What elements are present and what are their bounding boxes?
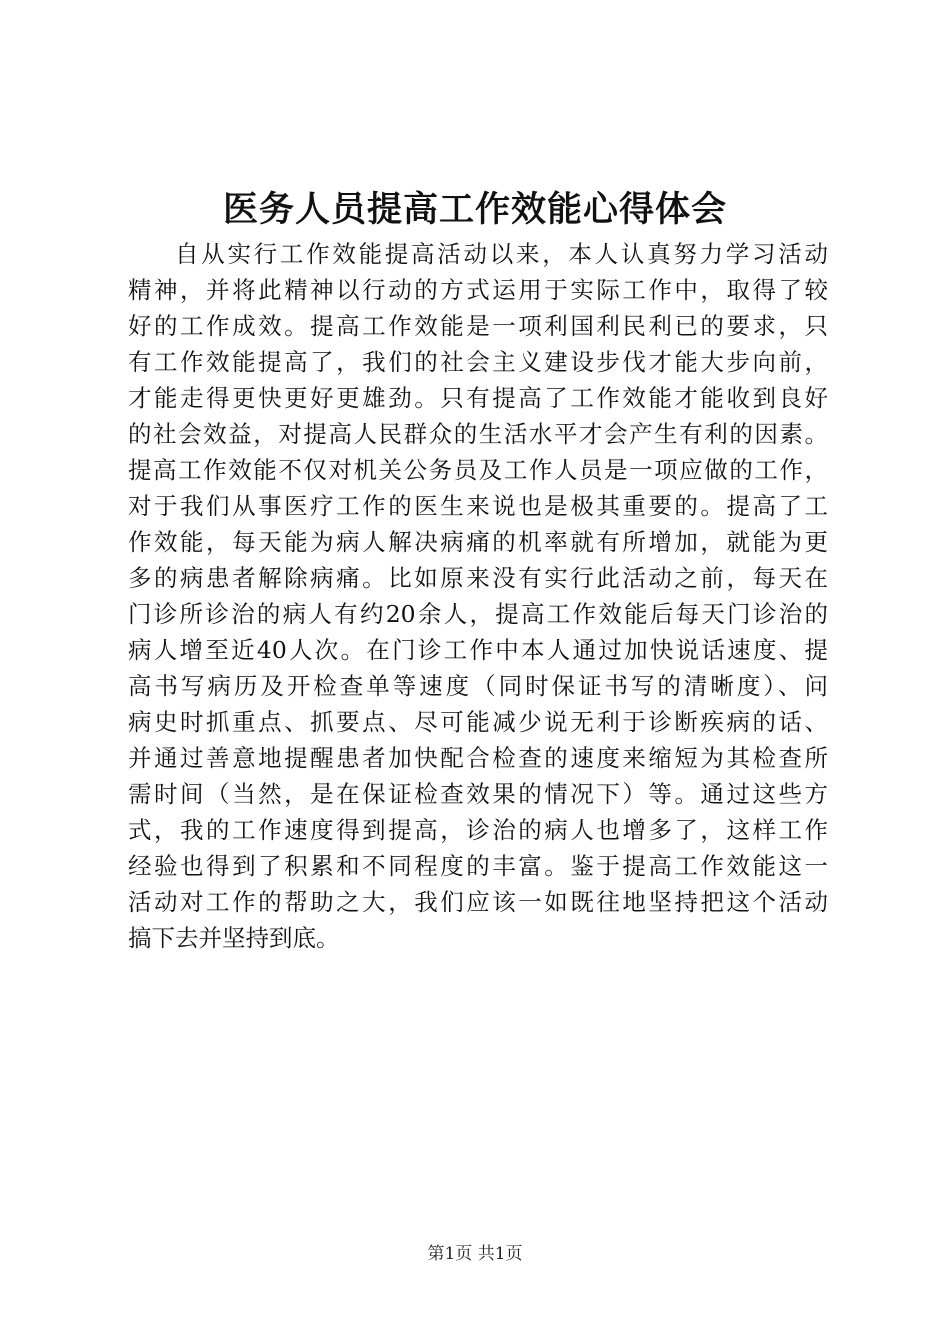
body-line: 高书写病历及开检查单等速度（同时保证书写的清晰度）、问 <box>128 672 828 700</box>
body-line: 经验也得到了积累和不同程度的丰富。鉴于提高工作效能这一 <box>128 852 828 880</box>
body-line: 自从实行工作效能提高活动以来，本人认真努力学习活动 <box>175 240 828 268</box>
body-line: 门诊所诊治的病人有约20余人，提高工作效能后每天门诊治的 <box>128 600 828 628</box>
body-line: 提高工作效能不仅对机关公务员及工作人员是一项应做的工作， <box>128 456 828 484</box>
body-line: 搞下去并坚持到底。 <box>128 924 340 952</box>
document-body <box>128 236 828 956</box>
body-line: 的社会效益，对提高人民群众的生活水平才会产生有利的因素。 <box>128 420 828 448</box>
body-line: 有工作效能提高了，我们的社会主义建设步伐才能大步向前， <box>128 348 828 376</box>
document-title: 医务人员提高工作效能心得体会 <box>222 189 727 230</box>
body-line: 多的病患者解除病痛。比如原来没有实行此活动之前，每天在 <box>128 564 828 592</box>
body-line: 并通过善意地提醒患者加快配合检查的速度来缩短为其检查所 <box>128 744 828 772</box>
body-line: 需时间（当然，是在保证检查效果的情况下）等。通过这些方 <box>128 780 828 808</box>
page-footer: 第1页 共1页 <box>427 1244 523 1264</box>
body-line: 对于我们从事医疗工作的医生来说也是极其重要的。提高了工 <box>128 492 828 520</box>
body-line: 式，我的工作速度得到提高，诊治的病人也增多了，这样工作 <box>128 816 828 844</box>
body-line: 好的工作成效。提高工作效能是一项利国利民利已的要求，只 <box>128 312 828 340</box>
body-line: 病史时抓重点、抓要点、尽可能减少说无利于诊断疾病的话、 <box>128 708 828 736</box>
body-line: 活动对工作的帮助之大，我们应该一如既往地坚持把这个活动 <box>128 888 828 916</box>
body-line: 精神，并将此精神以行动的方式运用于实际工作中，取得了较 <box>128 276 828 304</box>
body-line: 病人增至近40人次。在门诊工作中本人通过加快说话速度、提 <box>128 636 828 664</box>
body-line: 才能走得更快更好更雄劲。只有提高了工作效能才能收到良好 <box>128 384 828 412</box>
body-line: 作效能，每天能为病人解决病痛的机率就有所增加，就能为更 <box>128 528 828 556</box>
